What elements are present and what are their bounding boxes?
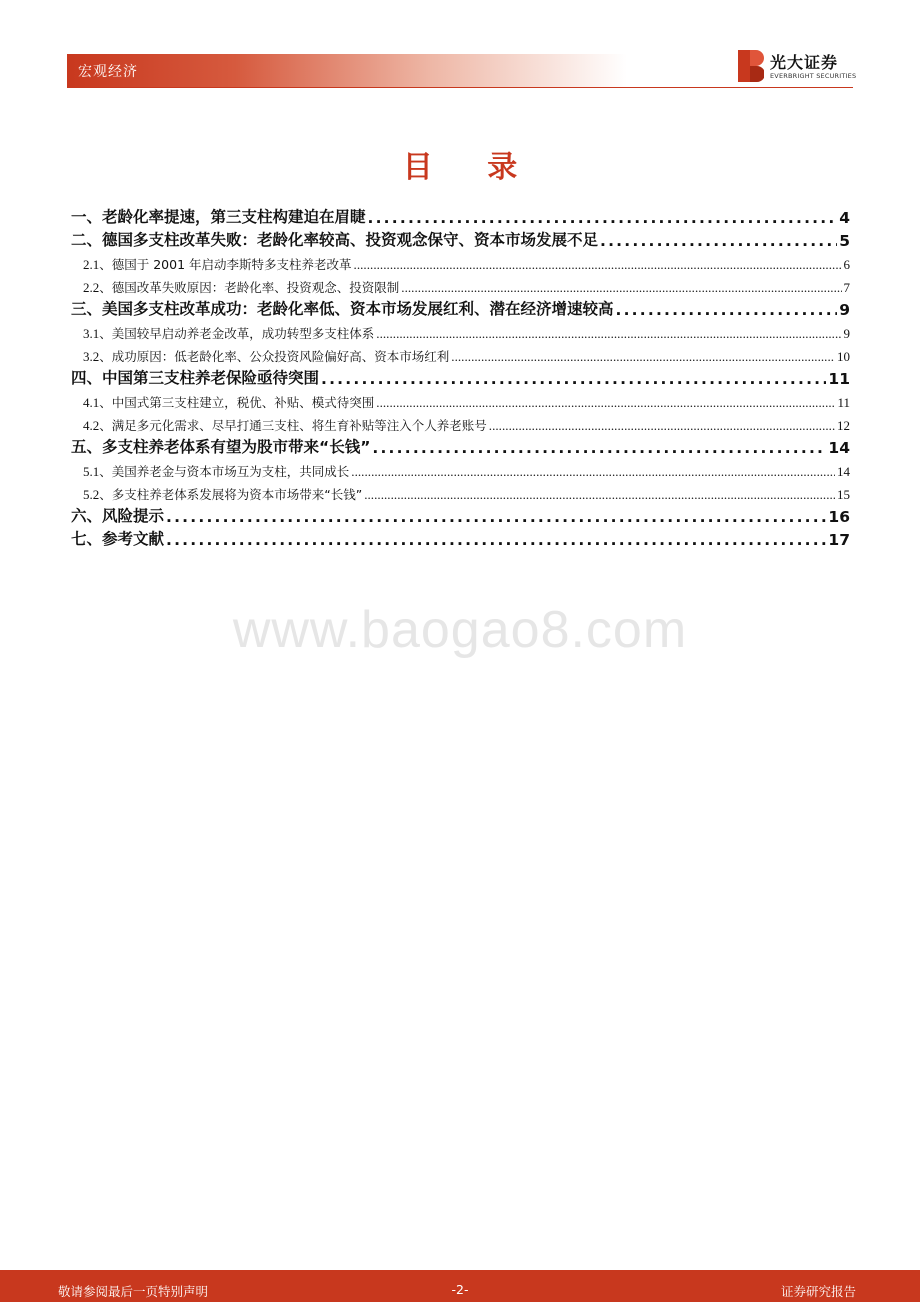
- toc-subentry-page: 12: [837, 418, 850, 433]
- toc-entry[interactable]: [71, 503, 850, 526]
- footer-disclaimer: 敬请参阅最后一页特别声明: [58, 1284, 209, 1299]
- section-label: 宏观经济: [78, 64, 138, 80]
- toc-subentry[interactable]: [71, 319, 850, 342]
- toc-subentry-page: 9: [843, 326, 850, 341]
- header-band: [67, 54, 627, 88]
- page-number: -2-: [451, 1282, 469, 1297]
- toc-entry-text: 五、多支柱养老体系有望为股市带来“长钱”: [71, 438, 371, 456]
- toc-subentry-page: 15: [837, 487, 850, 502]
- toc-subentry-page: 6: [843, 257, 850, 272]
- toc-subentry-number: 3.2: [83, 349, 100, 364]
- toc-subentry[interactable]: [71, 480, 850, 503]
- toc-subentry-page: 11: [837, 395, 850, 410]
- toc-subentry-text: [83, 278, 399, 296]
- toc-entry[interactable]: [71, 526, 850, 549]
- toc-subentry-text: [83, 416, 487, 434]
- toc-subentry-text: [83, 347, 449, 365]
- watermark: www.baogao8.com: [232, 601, 688, 659]
- toc-subentry-page: 7: [843, 280, 850, 295]
- toc-entry-text: 四、中国第三支柱养老保险亟待突围: [71, 369, 320, 387]
- toc-subentry[interactable]: [71, 250, 850, 273]
- toc-entry[interactable]: [71, 434, 850, 457]
- toc-entry[interactable]: [71, 296, 850, 319]
- header-divider: [67, 87, 853, 88]
- toc-subentry-page: 10: [837, 349, 850, 364]
- toc-entry[interactable]: [71, 227, 850, 250]
- toc-entry-text: 二、德国多支柱改革失败：老龄化率较高、投资观念保守、资本市场发展不足: [71, 231, 599, 249]
- toc-subentry-number: 3.1: [83, 326, 100, 341]
- toc-entry-page: 9: [839, 301, 850, 319]
- toc-entry[interactable]: [71, 365, 850, 388]
- toc-entry-page: 5: [839, 232, 850, 250]
- toc-leader: [368, 209, 838, 227]
- toc-leader: [351, 464, 835, 480]
- toc-entry-text: 七、参考文献: [71, 530, 165, 548]
- toc-subentry-title: 、美国较早启动养老金改革，成功转型多支柱体系: [99, 326, 375, 341]
- table-of-contents: [71, 204, 850, 549]
- toc-subentry-number: 2.1: [83, 257, 100, 272]
- toc-entry-page: 17: [828, 531, 850, 549]
- toc-leader: [616, 301, 838, 319]
- toc-subentry-title: 、美国养老金与资本市场互为支柱，共同成长: [99, 464, 350, 479]
- toc-subentry[interactable]: [71, 457, 850, 480]
- toc-entry-page: 4: [839, 209, 850, 227]
- toc-entry-page: 16: [828, 508, 850, 526]
- toc-leader: [600, 232, 837, 250]
- toc-leader: [364, 487, 835, 503]
- page-footer: [0, 1270, 920, 1302]
- toc-subentry-title: 、德国改革失败原因：老龄化率、投资观念、投资限制: [99, 280, 400, 295]
- toc-entry-page: 11: [828, 370, 850, 388]
- toc-subentry-page: 14: [837, 464, 850, 479]
- toc-leader: [401, 280, 841, 296]
- toc-leader: [376, 326, 841, 342]
- toc-leader: [451, 349, 835, 365]
- toc-entry-page: 14: [828, 439, 850, 457]
- logo-en-text: EVERBRIGHT SECURITIES: [770, 72, 857, 80]
- toc-subentry-text: [83, 255, 352, 273]
- toc-entry-text: 三、美国多支柱改革成功：老龄化率低、资本市场发展红利、潜在经济增速较高: [71, 300, 614, 318]
- toc-leader: [354, 257, 842, 273]
- toc-subentry-number: 2.2: [83, 280, 100, 295]
- toc-subentry-number: 5.1: [83, 464, 100, 479]
- toc-entry-text: 六、风险提示: [71, 507, 165, 525]
- toc-subentry-title: 、多支柱养老体系发展将为资本市场带来“长钱”: [99, 487, 363, 502]
- toc-leader: [166, 531, 826, 549]
- toc-leader: [376, 395, 835, 411]
- toc-subentry[interactable]: [71, 411, 850, 434]
- toc-title: 目 录: [402, 150, 540, 185]
- toc-subentry[interactable]: [71, 388, 850, 411]
- toc-subentry-title: 、成功原因：低老龄化率、公众投资风险偏好高、资本市场红利: [99, 349, 450, 364]
- toc-subentry-text: [83, 324, 374, 342]
- toc-leader: [489, 418, 835, 434]
- toc-subentry-text: [83, 462, 349, 480]
- toc-subentry-title: 、德国于 2001 年启动李斯特多支柱养老改革: [99, 257, 352, 272]
- brand-logo: [736, 48, 857, 86]
- toc-subentry-number: 5.2: [83, 487, 100, 502]
- footer-report-type: 证券研究报告: [780, 1284, 856, 1299]
- toc-subentry-number: 4.1: [83, 395, 100, 410]
- toc-subentry-title: 、满足多元化需求、尽早打通三支柱、将生育补贴等注入个人养老账号: [99, 418, 487, 433]
- everbright-logo-icon: [736, 48, 764, 84]
- toc-subentry-text: [83, 485, 362, 503]
- toc-leader: [166, 508, 826, 526]
- toc-subentry-text: [83, 393, 374, 411]
- toc-subentry[interactable]: [71, 342, 850, 365]
- toc-subentry-title: 、中国式第三支柱建立，税优、补贴、模式待突围: [99, 395, 375, 410]
- toc-subentry-number: 4.2: [83, 418, 100, 433]
- toc-entry-text: 一、老龄化率提速，第三支柱构建迫在眉睫: [71, 208, 366, 226]
- toc-leader: [321, 370, 826, 388]
- toc-entry[interactable]: [71, 204, 850, 227]
- toc-subentry[interactable]: [71, 273, 850, 296]
- logo-cn-text: 光大证券: [770, 53, 839, 72]
- toc-leader: [372, 439, 826, 457]
